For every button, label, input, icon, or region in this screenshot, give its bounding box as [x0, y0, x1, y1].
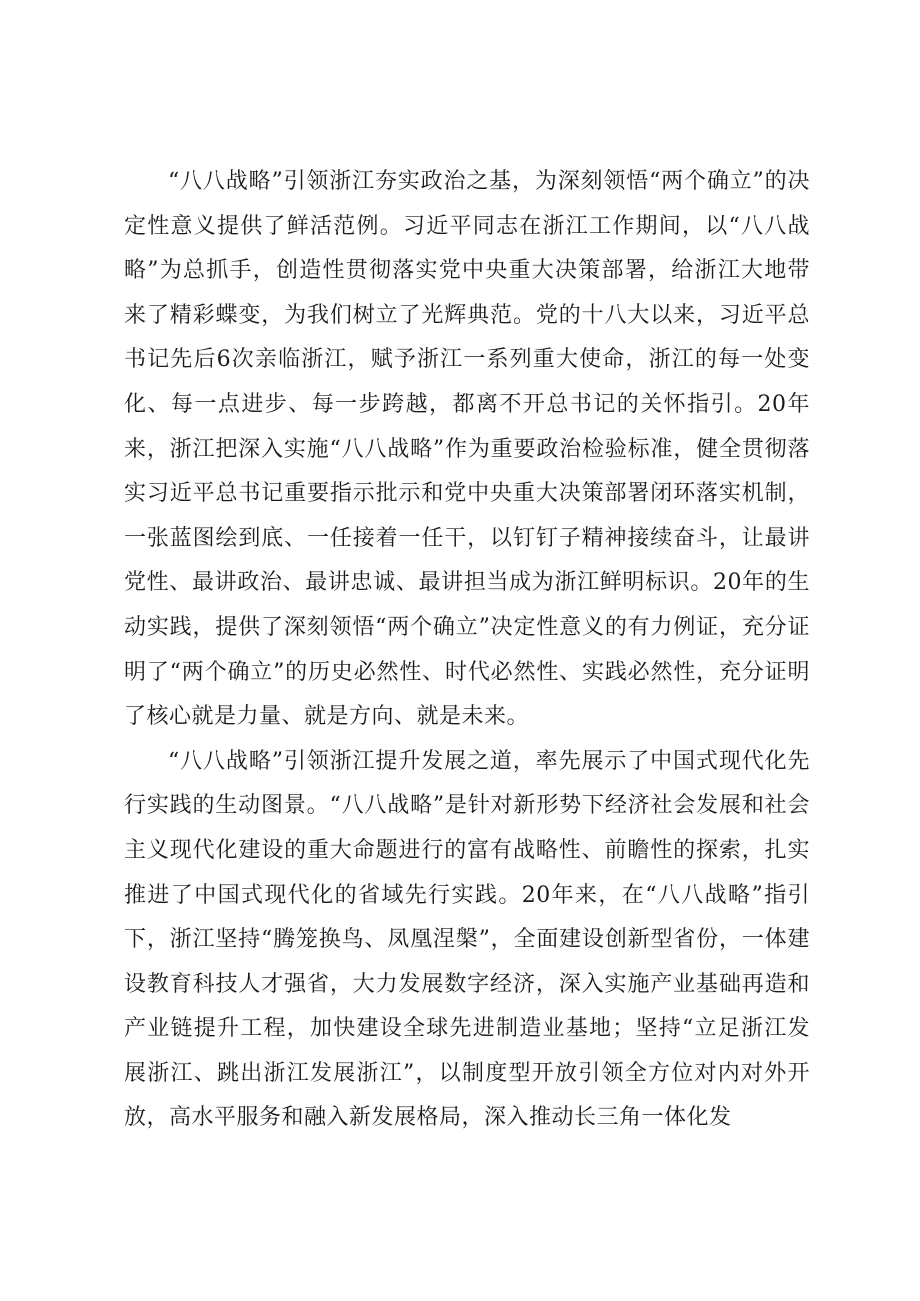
body-text: [124, 160, 810, 1141]
paragraph-political-foundation: “八八战略”引领浙江夯实政治之基，为深刻领悟“两个确立”的决定性意义提供了鲜活范例。习近平同志在浙江工作期间，以“八八战略”为总抓手，创造性贯彻落实党中央重大决策部署，给浙江大地带来了精彩蝶变，为我们树立了光辉典范。党的十八大以来，习近平总书记先后6次亲临浙江，赋予浙江一系列重大使命，浙江的每一处变化、每一点进步、每一步跨越，都离不开总书记的关怀指引。20年来，浙江把深入实施“八八战略”作为重要政治检验标准，健全贯彻落实习近平总书记重要指示批示和党中央重大决策部署闭环落实机制，一张蓝图绘到底、一任接着一任干，以钉钉子精神接续奋斗，让最讲党性、最讲政治、最讲忠诚、最讲担当成为浙江鲜明标识。20年的生动实践，提供了深刻领悟“两个确立”决定性意义的有力例证，充分证明了“两个确立”的历史必然性、时代必然性、实践必然性，充分证明了核心就是力量、就是方向、就是未来。: [124, 169, 810, 730]
paragraph-development-path: “八八战略”引领浙江提升发展之道，率先展示了中国式现代化先行实践的生动图景。“八八战略”是针对新形势下经济社会发展和社会主义现代化建设的重大命题进行的富有战略性、前瞻性的探索，扎实推进了中国式现代化的省域先行实践。20年来，在“八八战略”指引下，浙江坚持“腾笼换鸟、凤凰涅槃”，全面建设创新型省份，一体建设教育科技人才强省，大力发展数字经济，深入实施产业基础再造和产业链提升工程，加快建设全球先进制造业基地；坚持“立足浙江发展浙江、跳出浙江发展浙江”，以制度型开放引领全方位对内对外开放，高水平服务和融入新发展格局，深入推动长三角一体化发: [124, 748, 810, 1131]
